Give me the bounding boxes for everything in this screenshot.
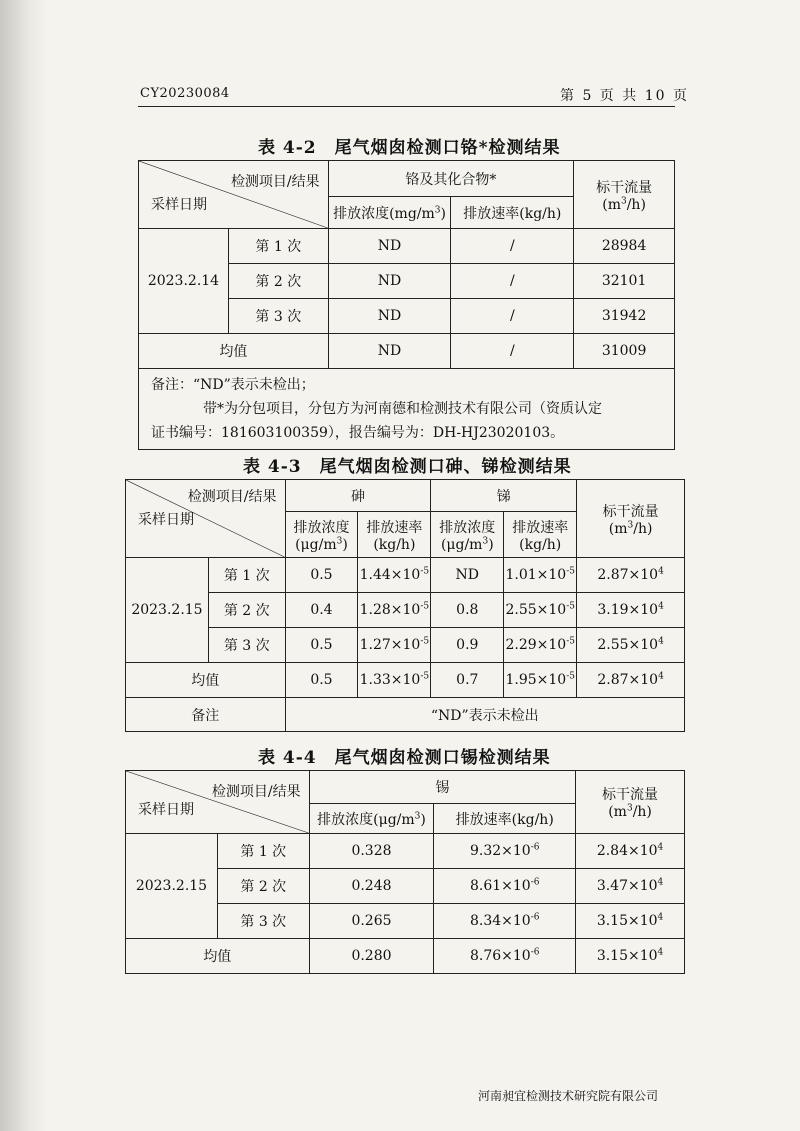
run-label: 第 2 次 [228,264,328,299]
date-cell: 2023.2.14 [139,229,229,334]
mean-rate: / [451,334,574,369]
mean-label: 均值 [126,663,286,698]
rate-cell: $9.32\times 10^{-6}$ [434,834,576,869]
group-header-tin: 锡 [309,771,575,804]
flow-cell: $3.15\times 10^4$ [576,904,685,939]
rate-header: 排放速率 (kg/h) [504,512,577,558]
corner-date-label: 采样日期 [138,512,194,528]
table-4-2-caption: 表 4-2 尾气烟囱检测口铬*检测结果 [258,138,561,158]
page-indicator: 第 5 页 共 10 页 [560,88,689,104]
sb-rate-cell: $2.29\times 10^{-5}$ [504,628,577,663]
scan-binding-edge [0,0,48,1131]
run-label: 第 1 次 [228,229,328,264]
as-conc-cell: 0.5 [285,628,358,663]
corner-date-label: 采样日期 [151,197,207,213]
as-rate-cell: $1.28\times 10^{-5}$ [358,593,431,628]
conc-cell: ND [328,264,451,299]
mean-flow: $2.87\times 10^4$ [577,663,685,698]
conc-header: 排放浓度 $(\mu g/m^3)$ [285,512,358,558]
corner-item-label: 检测项目/结果 [230,174,320,190]
table-4-3-caption: 表 4-3 尾气烟囱检测口砷、锑检测结果 [243,457,572,477]
conc-header: 排放浓度$(mg/m^3)$ [328,197,451,229]
table-4-2 [138,160,675,450]
mean-as-rate: $1.33\times 10^{-5}$ [358,663,431,698]
flow-cell: $2.84\times 10^4$ [576,834,685,869]
sb-conc-cell: ND [431,558,504,593]
flow-cell: 28984 [574,229,675,264]
group-header: 铬及其化合物* [328,161,574,197]
flow-header: 标干流量 $(m^3/h)$ [576,771,685,834]
flow-cell: $3.19\times 10^4$ [577,593,685,628]
run-label: 第 2 次 [217,869,309,904]
date-cell: 2023.2.15 [126,834,218,939]
group-header-antimony: 锑 [431,480,577,512]
flow-cell: $2.87\times 10^4$ [577,558,685,593]
remark-label: 备注 [126,698,286,732]
rate-header: 排放速率 (kg/h) [358,512,431,558]
mean-conc: 0.280 [309,939,434,974]
note-line: 证书编号：181603100359），报告编号为：DH-HJ23020103。 [151,425,565,441]
run-label: 第 3 次 [208,628,285,663]
rate-header: 排放速率(kg/h) [434,804,576,834]
conc-header: 排放浓度$(\mu g/m^3)$ [309,804,434,834]
flow-cell: 31942 [574,299,675,334]
sb-rate-cell: $1.01\times 10^{-5}$ [504,558,577,593]
table-4-2-notes [139,369,675,450]
run-label: 第 2 次 [208,593,285,628]
mean-sb-conc: 0.7 [431,663,504,698]
table-4-4 [125,770,685,974]
flow-cell: 32101 [574,264,675,299]
mean-flow: 31009 [574,334,675,369]
sb-conc-cell: 0.8 [431,593,504,628]
date-cell: 2023.2.15 [126,558,209,663]
run-label: 第 3 次 [228,299,328,334]
run-label: 第 3 次 [217,904,309,939]
table-4-4-caption: 表 4-4 尾气烟囱检测口锡检测结果 [258,748,551,768]
flow-header: 标干流量 $(m^3/h)$ [574,161,675,229]
conc-cell: ND [328,229,451,264]
flow-header: 标干流量 $(m^3/h)$ [577,480,685,558]
conc-cell: ND [328,299,451,334]
table-4-3-header-corner [126,480,286,558]
sb-conc-cell: 0.9 [431,628,504,663]
note-line: 带*为分包项目，分包方为河南德和检测技术有限公司（资质认定 [203,401,602,417]
mean-as-conc: 0.5 [285,663,358,698]
mean-flow: $3.15\times 10^4$ [576,939,685,974]
table-4-3 [125,479,685,732]
table-4-2-header-corner [139,161,329,229]
rate-cell: $8.34\times 10^{-6}$ [434,904,576,939]
issuer-footer: 河南昶宜检测技术研究院有限公司 [478,1089,659,1103]
rate-cell: / [451,264,574,299]
as-conc-cell: 0.4 [285,593,358,628]
corner-item-label: 检测项目/结果 [211,784,301,800]
table-4-4-header-corner [126,771,310,834]
flow-cell: $2.55\times 10^4$ [577,628,685,663]
conc-cell: 0.248 [309,869,434,904]
as-rate-cell: $1.27\times 10^{-5}$ [358,628,431,663]
rate-cell: $8.61\times 10^{-6}$ [434,869,576,904]
conc-header: 排放浓度 $(\mu g/m^3)$ [431,512,504,558]
rate-cell: / [451,299,574,334]
mean-label: 均值 [139,334,329,369]
run-label: 第 1 次 [217,834,309,869]
sb-rate-cell: $2.55\times 10^{-5}$ [504,593,577,628]
flow-cell: $3.47\times 10^4$ [576,869,685,904]
conc-cell: 0.265 [309,904,434,939]
rate-header: 排放速率(kg/h) [451,197,574,229]
run-label: 第 1 次 [208,558,285,593]
mean-conc: ND [328,334,451,369]
header-rule [138,106,675,107]
mean-label: 均值 [126,939,310,974]
report-number: CY20230084 [140,86,230,101]
mean-sb-rate: $1.95\times 10^{-5}$ [504,663,577,698]
group-header-arsenic: 砷 [285,480,431,512]
mean-rate: $8.76\times 10^{-6}$ [434,939,576,974]
as-conc-cell: 0.5 [285,558,358,593]
rate-cell: / [451,229,574,264]
conc-cell: 0.328 [309,834,434,869]
remark-text: “ND”表示未检出 [285,698,684,732]
note-line: 备注：“ND”表示未检出； [151,377,315,393]
as-rate-cell: $1.44\times 10^{-5}$ [358,558,431,593]
corner-item-label: 检测项目/结果 [187,489,277,505]
corner-date-label: 采样日期 [138,802,194,818]
